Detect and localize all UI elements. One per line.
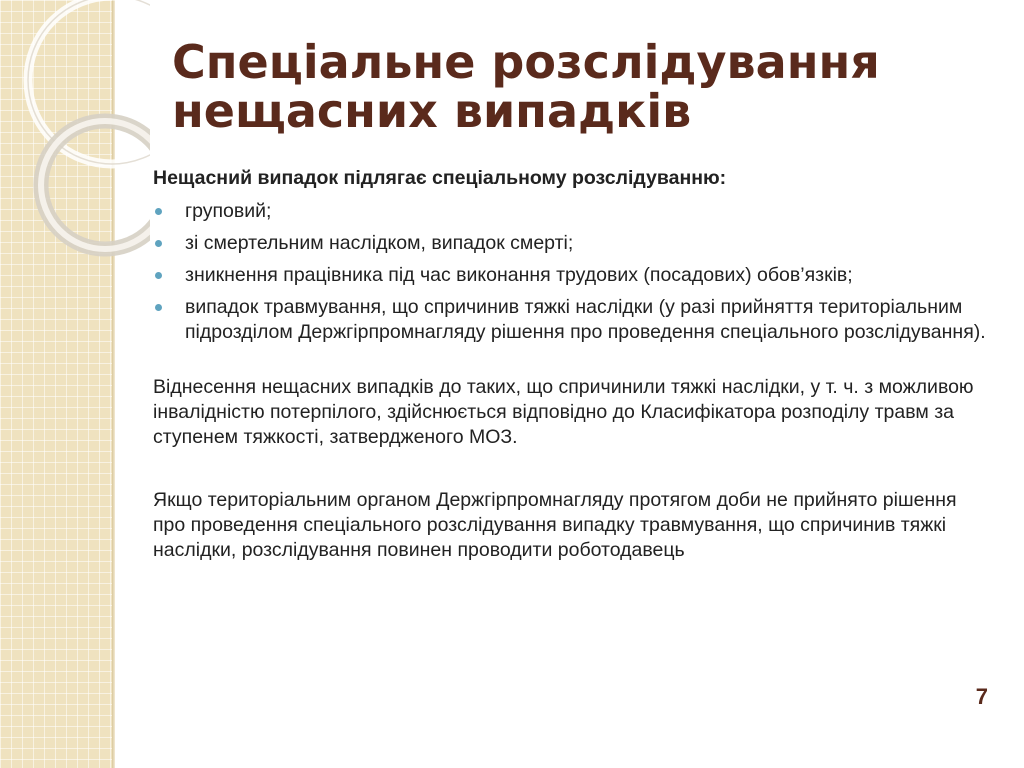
decorative-rings [0, 0, 150, 260]
bullet-dot-icon [155, 272, 162, 279]
bullet-list [153, 199, 993, 345]
bullet-dot-icon [155, 304, 162, 311]
intro-heading: Нещасний випадок підлягає спеціальному розслідуванню: [153, 167, 727, 189]
list-item: випадок травмування, що спричинив тяжкі наслідки (у разі прийняття територіальним підрозділом Держгірпромнагляду рішення про проведення спеціального розслідування). [153, 295, 993, 345]
list-item: груповий; [153, 199, 993, 224]
slide-title: Спеціальне розслідування нещасних випадків [172, 35, 880, 138]
list-item: зникнення працівника під час виконання трудових (посадових) обов’язків; [153, 263, 993, 288]
slide-body [153, 166, 993, 563]
paragraph-employer: Якщо територіальним органом Держгірпромнагляду протягом доби не прийнято рішення про проведення спеціального розслідування випадку травмування, що спричинив тяжкі наслідки, розслідування повинен проводити роботодавець [153, 489, 957, 561]
bullet-dot-icon [155, 240, 162, 247]
large-ring-decoration [28, 0, 150, 164]
page-number: 7 [975, 684, 988, 709]
paragraph-classification: Віднесення нещасних випадків до таких, що спричинили тяжкі наслідки, у т. ч. з можливою інвалідністю потерпілого, здійснюється відповідно до Класифікатора розподілу травм за ступенем тяжкості, затвердженого МОЗ. [153, 376, 974, 448]
bullet-dot-icon [155, 208, 162, 215]
list-item: зі смертельним наслідком, випадок смерті; [153, 231, 993, 256]
